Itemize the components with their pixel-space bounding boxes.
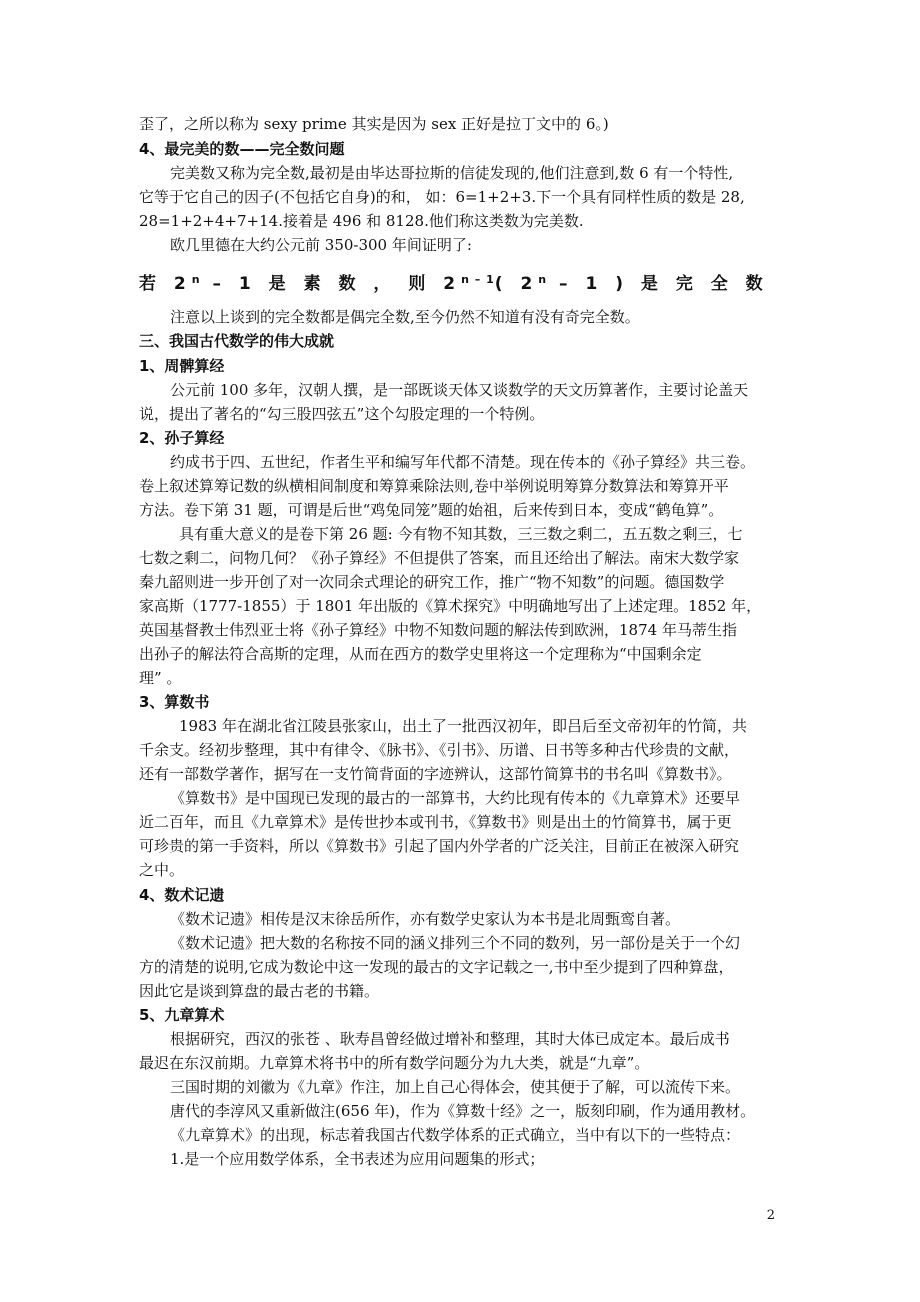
text-line: 注意以上谈到的完全数都是偶完全数,至今仍然不知道有没有奇完全数。	[170, 308, 640, 326]
text-line: 近二百年，而且《九章算术》是传世抄本或刊书，《算数书》则是出土的竹简算书，属于更	[139, 813, 732, 831]
formula-exponent-1: n	[191, 273, 201, 286]
text-line: 欧几里德在大约公元前 350-300 年间证明了:	[170, 236, 472, 254]
text-line: 28=1+2+4+7+14.接着是 496 和 8128.他们称这类数为完美数.	[139, 212, 584, 230]
page-number: 2	[766, 1208, 775, 1223]
text-line: 出孙子的解法符合高斯的定理，从而在西方的数学史里将这一个定理称为“中国剩余定	[139, 645, 702, 663]
text-line: 《九章算术》的出现，标志着我国古代数学体系的正式确立，当中有以下的一些特点：	[170, 1126, 741, 1144]
text-line: 1983 年在湖北省江陵县张家山，出土了一批西汉初年，即吕后至文帝初年的竹简，共	[179, 717, 747, 735]
perfect-number-formula	[139, 268, 769, 296]
formula-exponent-3: n	[538, 273, 548, 286]
subsection-heading: 1、周髀算经	[139, 357, 225, 375]
text-line: 方的清楚的说明,它成为数论中这一发现的最古的文字记载之一,书中至少提到了四种算盘，	[139, 958, 734, 976]
text-line: 唐代的李淳风又重新做注(656 年)，作为《算数十经》之一，版刻印刷，作为通用教材。	[170, 1102, 756, 1120]
section-heading: 4、最完美的数——完全数问题	[139, 140, 345, 158]
text-line: 之中。	[139, 861, 185, 879]
text-line: 还有一部数学著作，据写在一支竹简背面的字迹辨认，这部竹简算书的书名叫《算数书》。	[139, 765, 732, 783]
formula-part-4: – 1 ) 是 完 全 数	[547, 274, 769, 294]
text-line: 《数术记遗》相传是汉末徐岳所作，亦有数学史家认为本书是北周甄鸾自著。	[170, 910, 681, 928]
text-line: 《数术记遗》把大数的名称按不同的涵义排列三个不同的数列，另一部份是关于一个幻	[170, 934, 741, 952]
subsection-heading: 3、算数书	[139, 693, 210, 711]
subsection-heading: 4、数术记遗	[139, 886, 225, 904]
text-line: 说，提出了著名的“勾三股四弦五”这个勾股定理的一个特例。	[139, 405, 545, 423]
subsection-heading: 5、九章算术	[139, 1006, 225, 1024]
section-heading: 三、我国古代数学的伟大成就	[139, 332, 335, 350]
text-line: 歪了，之所以称为 sexy prime 其实是因为 sex 正好是拉丁文中的 6。)	[139, 115, 609, 133]
text-line: 理” 。	[139, 669, 182, 687]
text-line: 三国时期的刘徽为《九章》作注，加上自己心得体会，使其便于了解，可以流传下来。	[170, 1078, 741, 1096]
text-line: 七数之剩二，问物几何？《孙子算经》不但提供了答案，而且还给出了解法。南宋大数学家	[139, 549, 740, 567]
text-line: 约成书于四、五世纪，作者生平和编写年代都不清楚。现在传本的《孙子算经》共三卷。	[170, 453, 756, 471]
text-line: 因此它是谈到算盘的最古老的书籍。	[139, 982, 380, 1000]
text-line: 家高斯（1777-1855）于 1801 年出版的《算术探究》中明确地写出了上述定理。1852 年，	[139, 597, 762, 615]
text-line: 英国基督教士伟烈亚士将《孙子算经》中物不知数问题的解法传到欧洲，1874 年马蒂生指	[139, 621, 737, 639]
text-line: 秦九韶则进一步开创了对一次同余式理论的研究工作，推广“物不知数”的问题。德国数学	[139, 573, 725, 591]
formula-part-1: 若 2	[139, 274, 192, 294]
text-line: 具有重大意义的是卷下第 26 题: 今有物不知其数，三三数之剩二，五五数之剩三，七	[179, 525, 743, 543]
text-line: 卷上叙述算筹记数的纵横相间制度和筹算乘除法则,卷中举例说明筹算分数算法和筹算开平	[139, 477, 729, 495]
text-line: 《算数书》是中国现已发现的最古的一部算书，大约比现有传本的《九章算术》还要早	[170, 789, 741, 807]
text-line: 方法。卷下第 31 题，可谓是后世“鸡兔同笼”题的始祖，后来传到日本，变成“鹤龟算”。	[139, 501, 724, 519]
formula-part-3: ( 2	[494, 274, 539, 294]
text-line: 根据研究，西汉的张苍 、耿寿昌曾经做过增补和整理，其时大体已成定本。最后成书	[170, 1030, 730, 1048]
text-line: 千余支。经初步整理，其中有律令、《脉书》、《引书》、历谱、日书等多种古代珍贵的文献，	[139, 741, 740, 759]
text-line: 它等于它自己的因子(不包括它自身)的和， 如：6=1+2+3.下一个具有同样性质的数是 28,	[139, 188, 745, 206]
text-line: 最迟在东汉前期。九章算术将书中的所有数学问题分为九大类，就是“九章”。	[139, 1054, 650, 1072]
text-line: 可珍贵的第一手资料，所以《算数书》引起了国内外学者的广泛关注，目前正在被深入研究	[139, 837, 740, 855]
formula-part-2: – 1 是 素 数 ， 则 2	[200, 274, 462, 294]
formula-exponent-2: n – 1	[461, 273, 495, 286]
subsection-heading: 2、孙子算经	[139, 429, 225, 447]
text-line: 完美数又称为完全数,最初是由毕达哥拉斯的信徒发现的,他们注意到,数 6 有一个特性,	[170, 164, 734, 182]
text-line: 公元前 100 多年，汉朝人撰，是一部既谈天体又谈数学的天文历算著作，主要讨论盖天	[170, 381, 749, 399]
text-line: 1.是一个应用数学体系，全书表述为应用问题集的形式；	[170, 1150, 545, 1168]
